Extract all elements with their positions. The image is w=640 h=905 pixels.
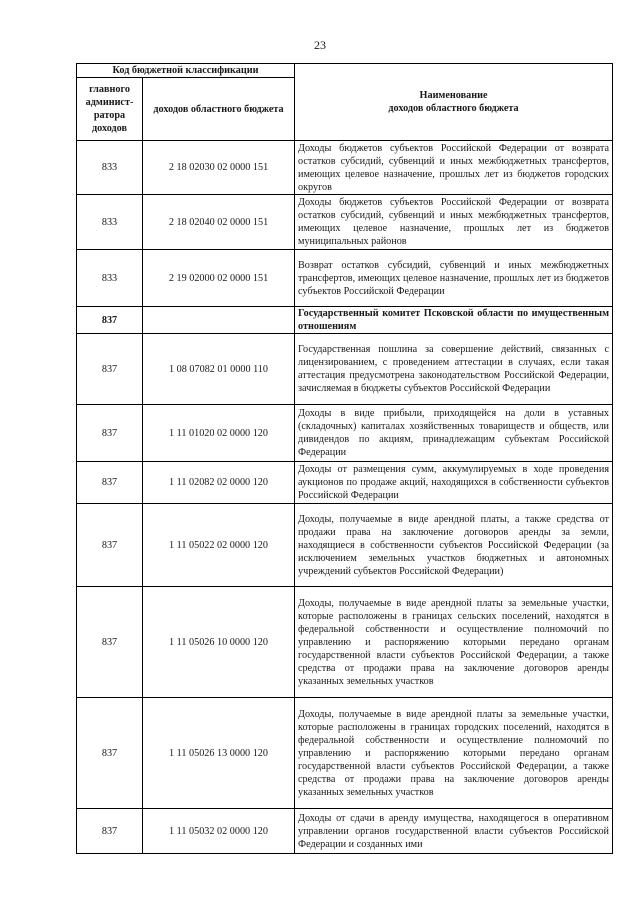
income-name-cell: Доходы, получаемые в виде арендной платы за земельные участки, которые расположены в границах городских поселений, находятся в федеральной собственности и осуществление полномочий по управлению и распоряжению которыми передано органам государственной власти субъектов Российской Федерации, а также средства от продажи права на заключение договоров аренды указанных земельных участков — [295, 698, 613, 809]
income-code-cell: 1 11 05022 02 0000 120 — [143, 504, 295, 587]
header-name-line2: доходов областного бюджета — [388, 103, 519, 114]
page-number: 23 — [314, 38, 326, 52]
header-budget-code-group: Код бюджетной классификации — [77, 64, 295, 78]
income-name-cell: Доходы бюджетов субъектов Российской Федерации от возврата остатков субсидий, субвенций и иных межбюджетных трансфертов, имеющих целевое назначение, прошлых лет из бюджетов городских округов — [295, 141, 613, 195]
income-code-cell: 2 19 02000 02 0000 151 — [143, 250, 295, 307]
header-name-line1: Наименование — [419, 90, 488, 101]
table-row — [77, 587, 613, 698]
income-code-cell: 1 11 05026 10 0000 120 — [143, 587, 295, 698]
income-code-cell: 2 18 02040 02 0000 151 — [143, 195, 295, 250]
income-code-cell: 1 11 01020 02 0000 120 — [143, 405, 295, 462]
table-row — [77, 141, 613, 195]
admin-code-cell: 837 — [77, 334, 143, 405]
table-row — [77, 195, 613, 250]
table-row — [77, 809, 613, 854]
income-name-cell: Возврат остатков субсидий, субвенций и иных межбюджетных трансфертов, имеющих целевое назначение, прошлых лет из бюджетов субъектов Российской Федерации — [295, 250, 613, 307]
income-name-cell: Государственный комитет Псковской области по имущественным отношениям — [295, 307, 613, 334]
budget-classification-table — [76, 63, 613, 854]
income-code-cell: 1 08 07082 01 0000 110 — [143, 334, 295, 405]
table-row — [77, 307, 613, 334]
table-row — [77, 698, 613, 809]
table-row — [77, 250, 613, 307]
income-code-cell: 1 11 05032 02 0000 120 — [143, 809, 295, 854]
header-income-name — [295, 64, 613, 141]
admin-code-cell: 837 — [77, 587, 143, 698]
admin-code-cell: 837 — [77, 504, 143, 587]
table-row — [77, 504, 613, 587]
income-code-cell — [143, 307, 295, 334]
admin-code-cell: 833 — [77, 250, 143, 307]
admin-code-cell: 837 — [77, 809, 143, 854]
admin-code-cell: 833 — [77, 195, 143, 250]
income-name-cell: Доходы, получаемые в виде арендной платы, а также средства от продажи права на заключение договоров аренды за земли, находящиеся в собственности субъектов Российской Федерации (за исключением земельных участков бюджетных и автономных учреждений субъектов Российской Федерации) — [295, 504, 613, 587]
income-code-cell: 2 18 02030 02 0000 151 — [143, 141, 295, 195]
admin-code-cell: 837 — [77, 405, 143, 462]
header-admin-code: главного админист-ратора доходов — [77, 78, 143, 141]
header-income-code: доходов областного бюджета — [143, 78, 295, 141]
income-name-cell: Доходы от сдачи в аренду имущества, находящегося в оперативном управлении органов государственной власти субъектов Российской Федерации и созданных ими — [295, 809, 613, 854]
income-code-cell: 1 11 05026 13 0000 120 — [143, 698, 295, 809]
admin-code-cell: 837 — [77, 307, 143, 334]
income-name-cell: Доходы, получаемые в виде арендной платы за земельные участки, которые расположены в границах сельских поселений, находятся в федеральной собственности и осуществление полномочий по управлению и распоряжению которыми передано органам государственной власти субъектов Российской Федерации, а также средства от продажи права на заключение договоров аренды указанных земельных участков — [295, 587, 613, 698]
table-row — [77, 462, 613, 504]
income-name-cell: Доходы в виде прибыли, приходящейся на доли в уставных (складочных) капиталах хозяйственных товариществ и обществ, или дивидендов по акциям, принадлежащим субъектам Российской Федерации — [295, 405, 613, 462]
admin-code-cell: 833 — [77, 141, 143, 195]
income-name-cell: Доходы от размещения сумм, аккумулируемых в ходе проведения аукционов по продаже акций, находящихся в собственности субъектов Российской Федерации — [295, 462, 613, 504]
admin-code-cell: 837 — [77, 698, 143, 809]
income-name-cell: Государственная пошлина за совершение действий, связанных с лицензированием, с проведением аттестации в случаях, если такая аттестация предусмотрена законодательством Российской Федерации, зачисляемая в бюджеты субъектов Российской Федерации — [295, 334, 613, 405]
income-name-cell: Доходы бюджетов субъектов Российской Федерации от возврата остатков субсидий, субвенций и иных межбюджетных трансфертов, имеющих целевое назначение, прошлых лет из бюджетов муниципальных районов — [295, 195, 613, 250]
table-row — [77, 334, 613, 405]
income-code-cell: 1 11 02082 02 0000 120 — [143, 462, 295, 504]
admin-code-cell: 837 — [77, 462, 143, 504]
table-row — [77, 405, 613, 462]
header-row-group — [77, 64, 613, 78]
